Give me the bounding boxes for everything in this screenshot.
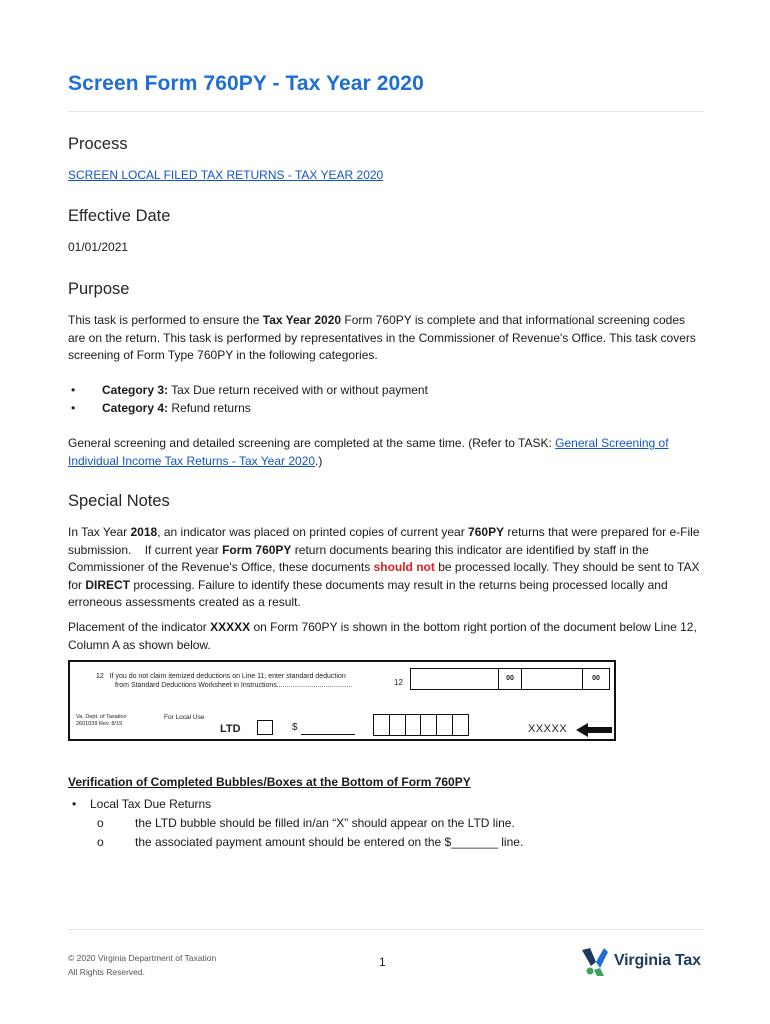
page-number: 1 <box>379 955 386 969</box>
page-title: Screen Form 760PY - Tax Year 2020 <box>68 72 424 95</box>
process-link[interactable]: SCREEN LOCAL FILED TAX RETURNS - TAX YEAR 2020 <box>68 168 384 182</box>
ltd-label: LTD <box>220 723 241 735</box>
copyright: © 2020 Virginia Department of Taxation All Rights Reserved. <box>68 953 217 977</box>
purpose-paragraph: This task is performed to ensure the Tax Year 2020 Form 760PY is complete and that informational screening codes are on the return. This task is performed by representatives in the Commissioner of Revenue's Office. This task covers screening of Form Type 760PY in the following categories. <box>68 313 696 362</box>
bullet-icon: • <box>71 401 76 415</box>
sub-bullet-icon: o <box>97 835 104 849</box>
sub-bullet-icon: o <box>97 816 104 830</box>
cents-box-1: 00 <box>498 669 522 689</box>
cents-box-2: 00 <box>582 669 609 689</box>
form-760py-excerpt <box>68 660 616 741</box>
footer-divider <box>68 929 704 930</box>
warning-text: should not <box>373 560 435 574</box>
verification-heading: Verification of Completed Bubbles/Boxes at the Bottom of Form 760PY <box>68 775 471 789</box>
title-divider <box>68 111 704 112</box>
process-heading: Process <box>68 135 128 153</box>
virginia-tax-logo <box>580 944 701 978</box>
effective-date-value: 01/01/2021 <box>68 240 129 254</box>
bullet-icon: • <box>71 383 76 397</box>
effective-date-heading: Effective Date <box>68 207 171 225</box>
general-screening-link[interactable]: General Screening of Individual Income Tax Returns - Tax Year 2020 <box>68 436 669 468</box>
payment-line <box>301 734 355 735</box>
special-notes-paragraph: In Tax Year 2018, an indicator was placed on printed copies of current year 760PY returns that were prepared for e-File submission. If current year Form 760PY return documents bearing this indicator are identified by staff in the Commissioner of the Revenue's Office, these documents should not be processed locally. They should be sent to TAX for DIRECT processing. Failure to identify these documents may result in the returns being processed locally and erroneous assessments created as a result. <box>68 525 703 609</box>
indicator-paragraph: Placement of the indicator XXXXX on Form 760PY is shown in the bottom right portion of the document below Line 12, Column A as shown below. <box>68 620 697 652</box>
indicator-text: XXXXX <box>528 723 568 735</box>
bullet-icon: • <box>72 797 77 811</box>
special-notes-heading: Special Notes <box>68 492 170 510</box>
purpose-heading: Purpose <box>68 280 130 298</box>
line12-text: 12 If you do not claim itemized deductions on Line 11, enter standard deduction from Standard Deductions Worksheet in Instructions....................................... <box>96 673 353 689</box>
refer-paragraph: General screening and detailed screening are completed at the same time. (Refer to TASK: General Screening of Individual Income Tax Returns - Tax Year 2020.) <box>68 436 669 468</box>
form-dept-label: Va. Dept. of Taxation 2601039 Rev. 8/19 <box>76 714 127 727</box>
line12-number: 12 <box>394 678 403 687</box>
dollar-label: $ <box>292 722 298 733</box>
local-use-grid <box>373 714 469 736</box>
ltd-checkbox <box>257 720 273 735</box>
for-local-use-label: For Local Use <box>164 714 205 721</box>
left-arrow-icon <box>576 723 612 737</box>
virginia-tax-logo-icon <box>580 944 610 978</box>
logo-text: Virginia Tax <box>614 952 701 969</box>
